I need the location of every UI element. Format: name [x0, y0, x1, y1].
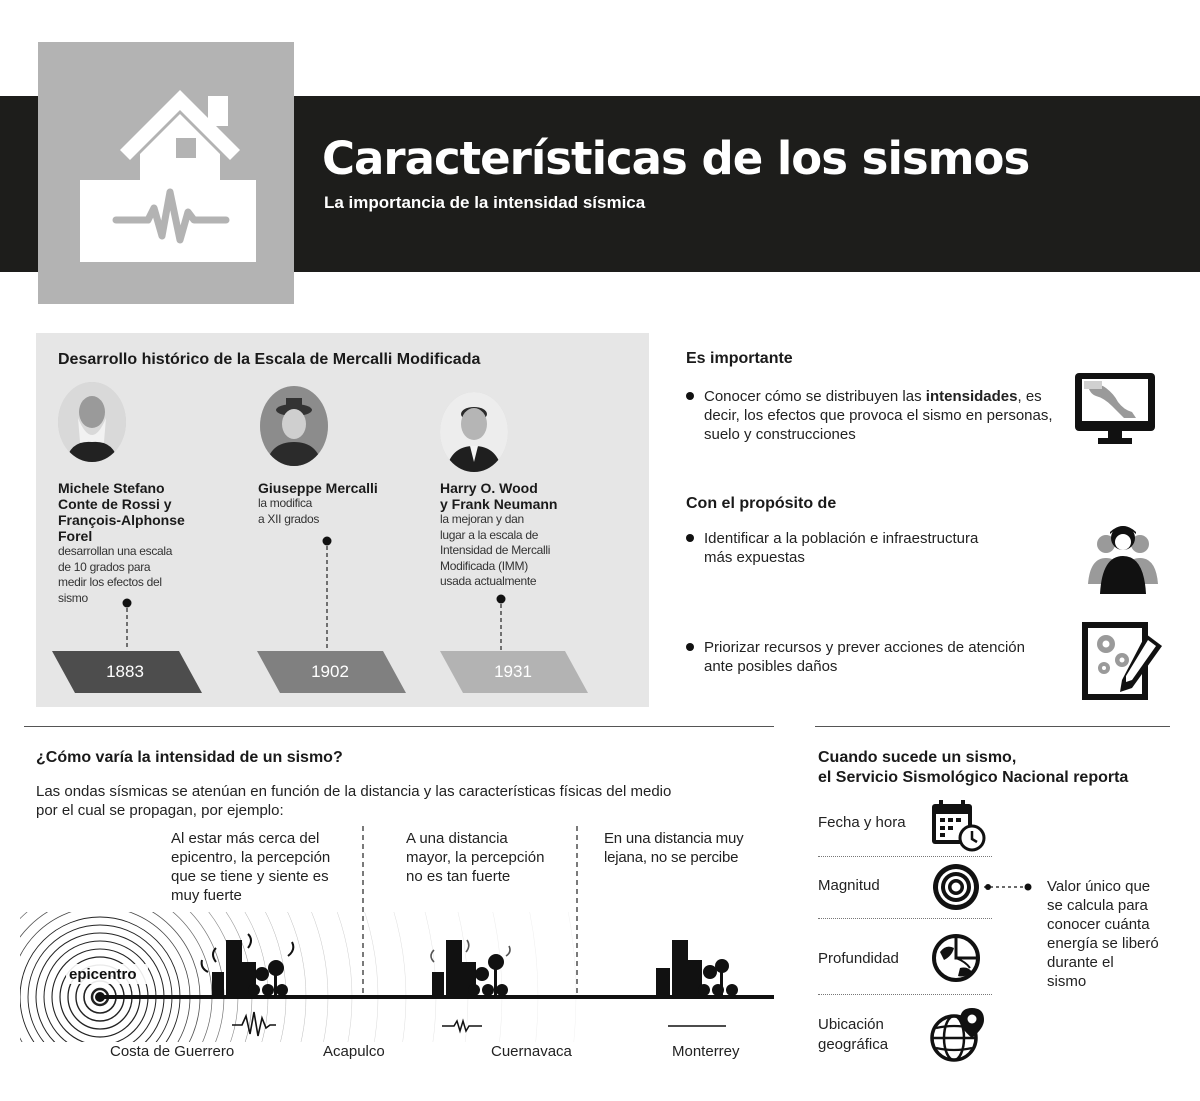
intensity-intro: Las ondas sísmicas se atenúan en función de la distancia y las características físicas del medio por el cual se propagan, por ejemplo:	[36, 783, 672, 819]
house-seismic-icon	[38, 42, 294, 304]
report-title: Cuando sucede un sismo, el Servicio Sismológico Nacional reporta	[818, 749, 1129, 786]
page-title: Características de los sismos	[322, 132, 1030, 185]
purpose-title: Con el propósito de	[686, 495, 837, 512]
person-name: Michele Stefano Conte de Rossi y François-Alphonse Forel	[58, 480, 185, 544]
year-1883: 1883	[106, 662, 144, 681]
person-name: Harry O. Wood y Frank Neumann	[440, 480, 558, 512]
person-description: la mejoran y dan lugar a la escala de Intensidad de Mercalli Modificada (IMM) usada actualmente	[440, 512, 551, 588]
city-acapulco: Acapulco	[323, 1043, 385, 1060]
history-title: Desarrollo histórico de la Escala de Mercalli Modificada	[58, 351, 481, 368]
year-1931: 1931	[494, 662, 532, 681]
zone-near-text: Al estar más cerca del epicentro, la percepción que se tiene y siente es muy fuerte	[171, 830, 331, 904]
timeline-marker-1902	[323, 537, 332, 651]
city-monterrey: Monterrey	[672, 1043, 740, 1060]
report-item-date: Fecha y hora	[818, 814, 906, 831]
bullet-dot	[686, 643, 694, 651]
purpose-bullet-2: Priorizar recursos y prever acciones de atención ante posibles daños	[704, 639, 1025, 675]
city-cluster-acapulco	[202, 934, 294, 996]
monitor-map-icon	[1074, 372, 1156, 446]
intensity-illustration	[20, 822, 790, 1042]
year-1902: 1902	[311, 662, 349, 681]
planning-gears-icon	[1080, 620, 1164, 702]
importance-title: Es importante	[686, 350, 793, 367]
zone-far-text: En una distancia muy lejana, no se percibe	[604, 830, 744, 866]
purpose-bullet-1: Identificar a la población e infraestructura más expuestas	[704, 530, 979, 566]
seismograph-medium	[442, 1021, 482, 1031]
timeline-marker-1931	[497, 595, 506, 651]
report-item-magnitude: Magnitud	[818, 877, 880, 894]
earth-depth-icon	[930, 932, 982, 984]
zone-mid-text: A una distancia mayor, la percepción no es tan fuerte	[406, 830, 545, 885]
portrait-wood-neumann	[440, 392, 508, 472]
intensity-title: ¿Cómo varía la intensidad de un sismo?	[36, 749, 343, 766]
epicenter-label: epicentro	[69, 966, 137, 983]
report-separator	[818, 856, 992, 857]
person-description: la modifica a XII grados	[258, 496, 320, 526]
seismograph-strong	[232, 1012, 276, 1036]
importance-text: Conocer cómo se distribuyen las intensidades, es decir, los efectos que provoca el sismo en personas, suelo y construcciones	[704, 388, 1053, 443]
city-cuernavaca: Cuernavaca	[491, 1043, 572, 1060]
globe-location-icon	[928, 1006, 988, 1064]
magnitude-note: Valor único que se calcula para conocer cuánta energía se liberó durante el sismo	[1047, 878, 1159, 990]
report-separator	[818, 918, 992, 919]
timeline-marker-1883	[123, 599, 132, 651]
bullet-dot	[686, 392, 694, 400]
divider-left	[24, 726, 774, 727]
report-item-depth: Profundidad	[818, 950, 899, 967]
divider-right	[815, 726, 1170, 727]
bullet-dot	[686, 534, 694, 542]
magnitude-rings-icon	[932, 862, 1042, 912]
city-cluster-cuernavaca	[431, 940, 510, 996]
report-item-location: Ubicación geográfica	[818, 1016, 889, 1053]
portrait-mercalli	[260, 386, 328, 466]
header-icon-box	[38, 42, 294, 304]
calendar-clock-icon	[930, 798, 986, 852]
people-group-icon	[1084, 524, 1162, 596]
page-subtitle: La importancia de la intensidad sísmica	[324, 193, 646, 212]
city-cluster-monterrey	[656, 940, 738, 996]
epicenter-dot	[95, 992, 105, 1002]
person-name: Giuseppe Mercalli	[258, 480, 378, 496]
seismic-waves	[20, 822, 576, 1042]
city-costa-de-guerrero: Costa de Guerrero	[110, 1043, 235, 1060]
portrait-forel-rossi	[58, 382, 126, 462]
report-separator	[818, 994, 992, 995]
person-mercalli	[258, 480, 438, 527]
person-description: desarrollan una escala de 10 grados para medir los efectos del sismo	[58, 544, 173, 605]
